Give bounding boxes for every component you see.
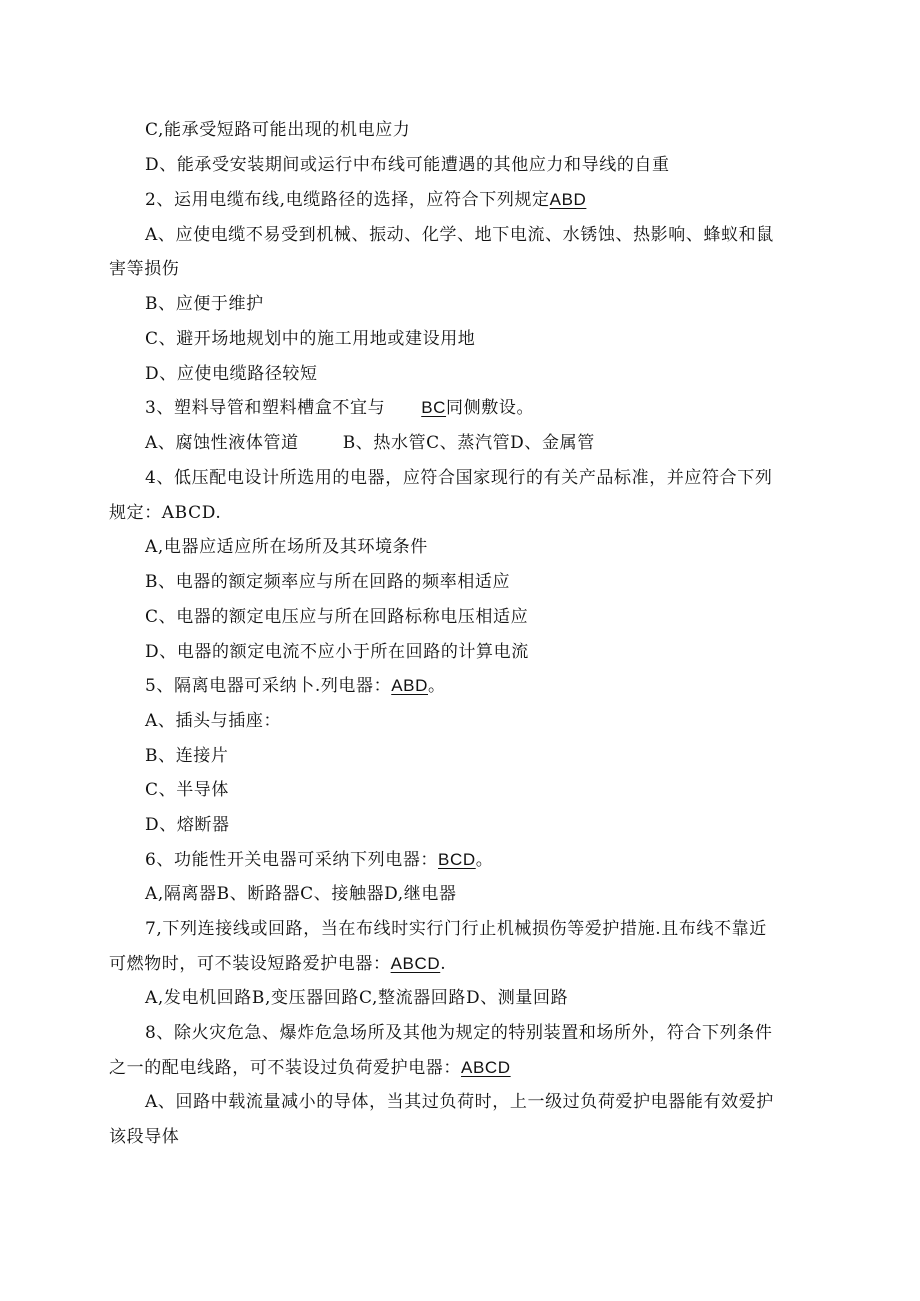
question-7-cont: 可燃物时，可不装设短路爱护电器：ABCD. bbox=[109, 954, 447, 974]
item-2d: D、应使电缆路径较短 bbox=[145, 364, 318, 384]
answer-8: ABCD bbox=[461, 1058, 511, 1077]
item-5b: B、连接片 bbox=[145, 746, 229, 766]
item-1d: D、能承受安装期间或运行中布线可能遭遇的其他应力和导线的自重 bbox=[145, 155, 670, 175]
question-4: 4、低压配电设计所选用的电器，应符合国家现行的有关产品标准，并应符合下列 bbox=[145, 468, 773, 488]
options-3: A、腐蚀性液体管道 B、热水管C、蒸汽管D、金属管 bbox=[145, 433, 595, 453]
item-2c: C、避开场地规划中的施工用地或建设用地 bbox=[145, 329, 476, 349]
question-7: 7,下列连接线或回路，当在布线时实行门行止机械损伤等爱护措施.且布线不靠近 bbox=[145, 919, 767, 939]
options-6: A,隔离器B、断路器C、接触器D,继电器 bbox=[145, 884, 457, 904]
question-8: 8、除火灾危急、爆炸危急场所及其他为规定的特别装置和场所外，符合下列条件 bbox=[145, 1023, 773, 1043]
options-7: A,发电机回路B,变压器回路C,整流器回路D、测量回路 bbox=[145, 988, 569, 1008]
question-8-cont: 之一的配电线路，可不装设过负荷爱护电器：ABCD bbox=[109, 1058, 511, 1078]
item-8a: A、回路中载流量减小的导体，当其过负荷时，上一级过负荷爱护电器能有效爱护 bbox=[145, 1092, 774, 1112]
item-5a: A、插头与插座： bbox=[145, 711, 282, 731]
item-2a-cont: 害等损伤 bbox=[109, 259, 180, 279]
item-5c: C、半导体 bbox=[145, 780, 230, 800]
item-8a-cont: 该段导体 bbox=[109, 1127, 180, 1147]
answer-5: ABD bbox=[391, 676, 428, 695]
question-4-cont: 规定：ABCD. bbox=[109, 503, 222, 523]
item-4a: A,电器应适应所在场所及其环境条件 bbox=[145, 537, 428, 557]
item-5d: D、熔断器 bbox=[145, 815, 230, 835]
question-2: 2、运用电缆布线,电缆路径的选择，应符合下列规定ABD bbox=[145, 190, 587, 210]
item-4c: C、电器的额定电压应与所在回路标称电压相适应 bbox=[145, 607, 529, 627]
item-2b: B、应便于维护 bbox=[145, 294, 264, 314]
answer-6: BCD bbox=[438, 850, 476, 869]
question-6: 6、功能性开关电器可采纳下列电器：BCD。 bbox=[145, 850, 494, 870]
item-2a: A、应使电缆不易受到机械、振动、化学、地下电流、水锈蚀、热影响、蜂蚁和鼠 bbox=[145, 225, 774, 245]
answer-2: ABD bbox=[549, 190, 587, 209]
question-3: 3、塑料导管和塑料槽盒不宜与 BC同侧敷设。 bbox=[145, 398, 535, 418]
item-1c: C,能承受短路可能出现的机电应力 bbox=[145, 120, 411, 140]
answer-7: ABCD bbox=[390, 954, 441, 973]
item-4b: B、电器的额定频率应与所在回路的频率相适应 bbox=[145, 572, 511, 592]
question-5: 5、隔离电器可采纳卜.列电器：ABD。 bbox=[145, 676, 446, 696]
answer-3: BC bbox=[421, 398, 447, 417]
item-4d: D、电器的额定电流不应小于所在回路的计算电流 bbox=[145, 642, 529, 662]
